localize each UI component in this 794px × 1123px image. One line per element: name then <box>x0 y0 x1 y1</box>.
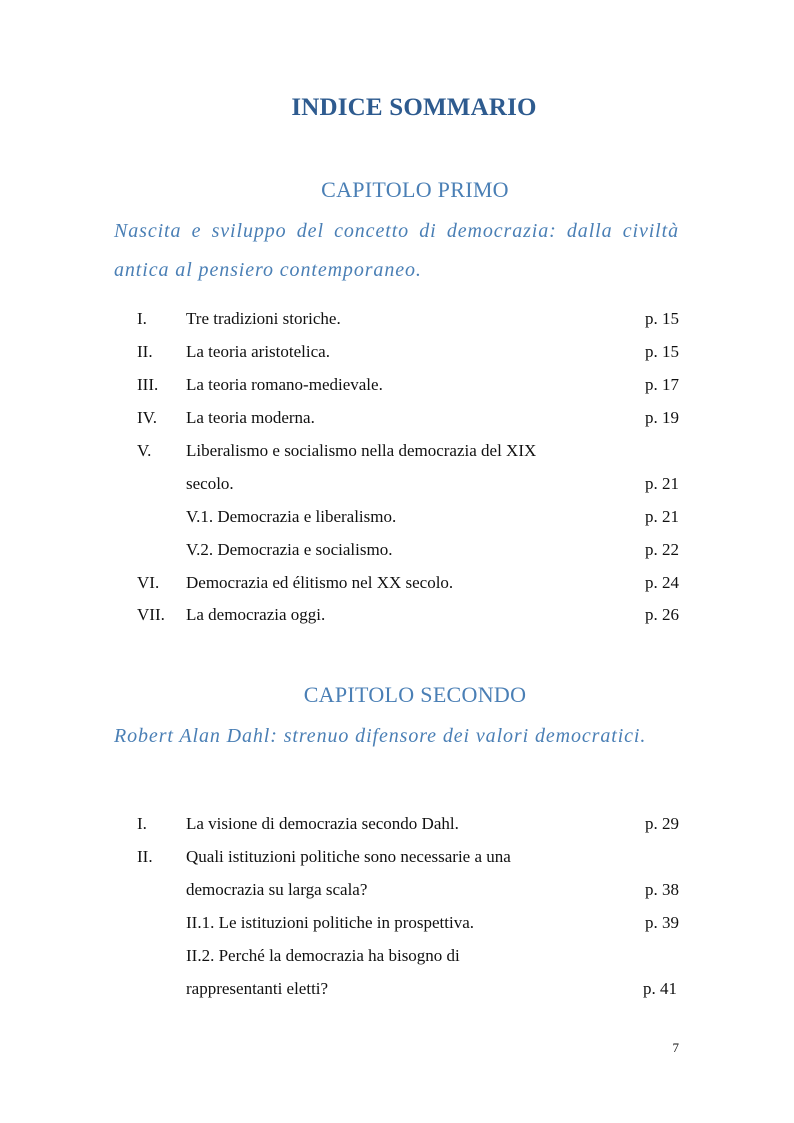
chapter-1-heading: CAPITOLO PRIMO <box>321 177 509 202</box>
toc-entry-page: p. 19 <box>645 408 679 427</box>
toc-entry-page: p. 26 <box>645 605 679 624</box>
toc-entry-page: p. 38 <box>645 880 679 899</box>
toc-entry-title: La visione di democrazia secondo Dahl. <box>186 814 459 833</box>
toc-entry-title: Liberalismo e socialismo nella democrazia del XIX <box>186 441 537 460</box>
toc-entry-title: II.2. Perché la democrazia ha bisogno di <box>186 946 460 965</box>
toc-entry-number: I. <box>137 814 147 833</box>
toc-entry-number: II. <box>137 847 153 866</box>
toc-entry-page: p. 15 <box>645 309 679 328</box>
page-title: INDICE SOMMARIO <box>291 94 537 121</box>
chapter-2-heading: CAPITOLO SECONDO <box>303 682 527 707</box>
toc-entry-page: p. 24 <box>645 573 679 592</box>
page-number: 7 <box>672 1040 679 1055</box>
toc-entry-title-continued: rappresentanti eletti? <box>186 979 329 998</box>
toc-entry-page: p. 41 <box>643 979 677 998</box>
toc-entry-page: p. 29 <box>645 814 679 833</box>
toc-entry-title: II.1. Le istituzioni politiche in prospettiva. <box>186 913 474 932</box>
toc-entry-title: Democrazia ed élitismo nel XX secolo. <box>186 573 454 592</box>
toc-entry-page: p. 17 <box>645 375 679 394</box>
toc-entry-number: VII. <box>137 605 165 624</box>
toc-entry-page: p. 39 <box>645 913 679 932</box>
toc-entry-title: La teoria moderna. <box>186 408 315 427</box>
toc-entry-title-continued: secolo. <box>186 474 234 493</box>
toc-entry-number: VI. <box>137 573 160 592</box>
toc-entry-number: II. <box>137 342 153 361</box>
toc-entry-number: V. <box>137 441 152 460</box>
toc-entry-number: I. <box>137 309 147 328</box>
toc-entry-page: p. 21 <box>645 507 679 526</box>
toc-entry-title: La teoria romano-medievale. <box>186 375 383 394</box>
toc-entry-title-continued: democrazia su larga scala? <box>186 880 368 899</box>
toc-entry-page: p. 21 <box>645 474 679 493</box>
toc-entry-title: Tre tradizioni storiche. <box>186 309 341 328</box>
toc-entry-title: V.2. Democrazia e socialismo. <box>186 540 393 559</box>
chapter-1-subtitle: Nascita e sviluppo del concetto di democrazia: dalla civiltà antica al pensiero contemporaneo. <box>114 220 679 281</box>
toc-entry-title: Quali istituzioni politiche sono necessarie a una <box>186 847 511 866</box>
chapter-2-subtitle: Robert Alan Dahl: strenuo difensore dei valori democratici. <box>114 725 647 747</box>
toc-entry-number: III. <box>137 375 159 394</box>
toc-entry-title: V.1. Democrazia e liberalismo. <box>186 507 397 526</box>
toc-entry-title: La teoria aristotelica. <box>186 342 330 361</box>
toc-entry-page: p. 22 <box>645 540 679 559</box>
toc-entry-title: La democrazia oggi. <box>186 605 326 624</box>
toc-entry-page: p. 15 <box>645 342 679 361</box>
toc-entry-number: IV. <box>137 408 157 427</box>
